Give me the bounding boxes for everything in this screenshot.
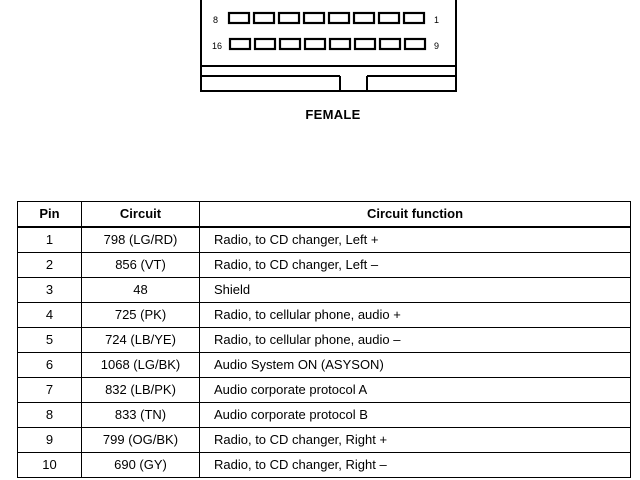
function-cell: Radio, to CD changer, Left – (200, 253, 631, 278)
pin-cell: 10 (18, 453, 82, 478)
circuit-cell: 832 (LB/PK) (82, 378, 200, 403)
circuit-cell: 833 (TN) (82, 403, 200, 428)
function-cell: Radio, to CD changer, Left + (200, 227, 631, 253)
pin-cavity (230, 39, 250, 49)
top-pin-row (229, 13, 424, 23)
circuit-cell: 48 (82, 278, 200, 303)
pin-cavity (354, 13, 374, 23)
pin-label-1: 1 (434, 15, 440, 25)
function-cell: Audio corporate protocol A (200, 378, 631, 403)
pin-cell: 8 (18, 403, 82, 428)
function-cell: Shield (200, 278, 631, 303)
pin-cell: 7 (18, 378, 82, 403)
header-function: Circuit function (200, 202, 631, 228)
table-row (18, 278, 631, 303)
function-cell: Radio, to CD changer, Right + (200, 428, 631, 453)
pin-cell: 4 (18, 303, 82, 328)
function-cell: Audio corporate protocol B (200, 403, 631, 428)
circuit-cell: 799 (OG/BK) (82, 428, 200, 453)
circuit-cell: 856 (VT) (82, 253, 200, 278)
table-row (18, 303, 631, 328)
circuit-cell: 690 (GY) (82, 453, 200, 478)
table-row (18, 328, 631, 353)
pin-label-16: 16 (211, 41, 222, 51)
header-pin: Pin (18, 202, 82, 228)
pin-cavity (280, 39, 300, 49)
table-row (18, 453, 631, 478)
circuit-cell: 725 (PK) (82, 303, 200, 328)
circuit-cell: 1068 (LG/BK) (82, 353, 200, 378)
table-row (18, 227, 631, 253)
pin-cell: 3 (18, 278, 82, 303)
pin-cavity (304, 13, 324, 23)
bottom-pin-row (230, 39, 425, 49)
function-cell: Radio, to CD changer, Right – (200, 453, 631, 478)
pin-cavity (329, 13, 349, 23)
pin-table (17, 201, 631, 478)
pin-table-header (18, 202, 631, 228)
pin-cavity (255, 39, 275, 49)
table-row (18, 428, 631, 453)
pin-cavity (305, 39, 325, 49)
pin-cell: 9 (18, 428, 82, 453)
table-row (18, 353, 631, 378)
table-row (18, 378, 631, 403)
pin-cavity (405, 39, 425, 49)
pin-cell: 2 (18, 253, 82, 278)
pin-cavity (380, 39, 400, 49)
connector-caption: FEMALE (305, 107, 361, 122)
function-cell: Audio System ON (ASYSON) (200, 353, 631, 378)
function-cell: Radio, to cellular phone, audio + (200, 303, 631, 328)
pin-cavity (404, 13, 424, 23)
pin-cavity (355, 39, 375, 49)
pin-cavity (254, 13, 274, 23)
circuit-cell: 724 (LB/YE) (82, 328, 200, 353)
circuit-cell: 798 (LG/RD) (82, 227, 200, 253)
pin-cell: 5 (18, 328, 82, 353)
pin-cell: 6 (18, 353, 82, 378)
pin-label-8: 8 (212, 15, 218, 25)
pin-cavity (229, 13, 249, 23)
pin-cavity (279, 13, 299, 23)
pin-cavity (379, 13, 399, 23)
table-row (18, 403, 631, 428)
pin-cell: 1 (18, 227, 82, 253)
table-row (18, 253, 631, 278)
header-circuit: Circuit (82, 202, 200, 228)
pin-cavity (330, 39, 350, 49)
function-cell: Radio, to cellular phone, audio – (200, 328, 631, 353)
pin-label-9: 9 (434, 41, 440, 51)
